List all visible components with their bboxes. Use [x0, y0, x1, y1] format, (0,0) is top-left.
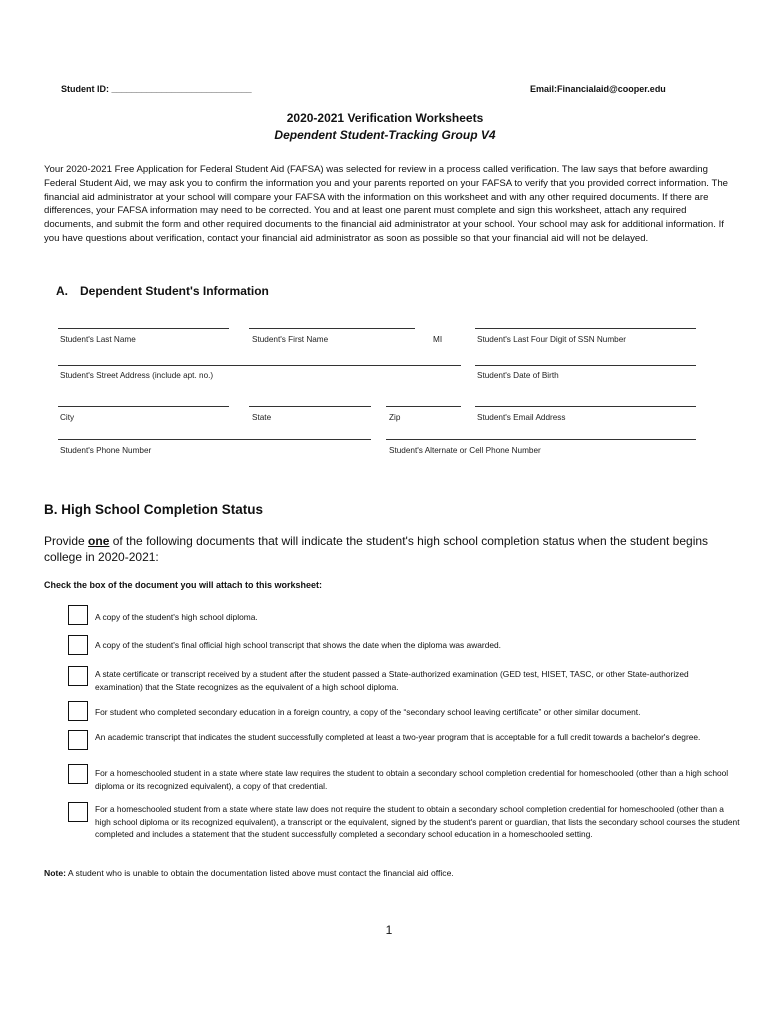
address-label: Student's Street Address (include apt. no.) — [60, 371, 214, 380]
first-name-field[interactable] — [249, 328, 415, 329]
option-text-homeschool-transcript: For a homeschooled student from a state where state law does not require the student to obtain a secondary school completion credential for homeschooled (other than a high school diploma or its recognized equivalent), a transcript or the equivalent, signed by the student's parent or guardian, that lists the secondary school courses the student completed and includes a statement that the student successfully completed a secondary school education in a homeschooled setting. — [95, 804, 740, 840]
option-checkbox-state-certificate[interactable] — [68, 666, 88, 686]
section-b-title: B. High School Completion Status — [44, 502, 263, 517]
option-text-transcript: A copy of the student's final official high school transcript that shows the date when the diploma was awarded. — [95, 640, 502, 650]
option-text-state-certificate: A state certificate or transcript received by a student after the student passed a State-authorized examination (GED test, HISET, TASC, or other State-authorized examination) that the State recognizes as the equivalent of a high school diploma. — [95, 669, 689, 692]
email-contact: Email:Financialaid@cooper.edu — [530, 84, 666, 94]
option-checkbox-transcript[interactable] — [68, 635, 88, 655]
option-text-foreign: For student who completed secondary education in a foreign country, a copy of the “secondary school leaving certificate” or other similar document. — [95, 707, 641, 717]
ssn-field[interactable] — [475, 328, 696, 329]
note — [44, 868, 454, 878]
section-a-title: Dependent Student's Information — [80, 284, 269, 298]
dob-label: Student's Date of Birth — [477, 371, 559, 380]
page-number: 1 — [385, 923, 393, 937]
email-field[interactable] — [475, 406, 696, 407]
zip-label: Zip — [389, 413, 401, 422]
dob-field[interactable] — [475, 365, 696, 366]
provide-instruction — [44, 533, 734, 565]
mi-label: MI — [433, 335, 443, 344]
option-checkbox-homeschool-credential[interactable] — [68, 764, 88, 784]
ssn-label: Student's Last Four Digit of SSN Number — [477, 335, 627, 344]
section-a-heading — [56, 284, 269, 298]
zip-field[interactable] — [386, 406, 461, 407]
alt-phone-label: Student's Alternate or Cell Phone Number — [389, 446, 541, 455]
provide-emphasis: one — [88, 534, 110, 548]
city-field[interactable] — [58, 406, 229, 407]
page-title: 2020-2021 Verification Worksheets — [286, 111, 484, 125]
phone-label: Student's Phone Number — [60, 446, 152, 455]
state-field[interactable] — [249, 406, 371, 407]
option-checkbox-homeschool-transcript[interactable] — [68, 802, 88, 822]
option-text-homeschool-credential: For a homeschooled student in a state where state law requires the student to obtain a secondary school completion credential for homeschooled (other than a high school diploma or its recognized equivalent), a copy of that credential. — [95, 768, 729, 791]
last-name-field[interactable] — [58, 328, 229, 329]
city-label: City — [60, 413, 75, 422]
option-text-diploma: A copy of the student's high school diploma. — [95, 612, 258, 622]
phone-field[interactable] — [58, 439, 371, 440]
provide-suffix: of the following documents that will indicate the student's high school completion status when the student begins college in 2020-2021: — [44, 534, 709, 564]
option-text-academic-transcript: An academic transcript that indicates the student successfully completed at least a two-year program that is acceptable for a full credit towards a bachelor's degree. — [95, 732, 701, 742]
page-subtitle: Dependent Student-Tracking Group V4 — [274, 128, 496, 142]
section-a-letter: A. — [56, 284, 68, 298]
address-field[interactable] — [58, 365, 461, 366]
option-checkbox-diploma[interactable] — [68, 605, 88, 625]
student-id-label: Student ID: ____________________________ — [61, 84, 252, 94]
email-label: Student's Email Address — [477, 413, 566, 422]
check-heading: Check the box of the document you will attach to this worksheet: — [44, 580, 323, 590]
state-label: State — [252, 413, 272, 422]
intro-paragraph: Your 2020-2021 Free Application for Federal Student Aid (FAFSA) was selected for review in a process called verification. The law says that before awarding Federal Student Aid, we may ask you to confirm the information you and your parents reported on your FAFSA to verify that you provided correct information. The financial aid administrator at your school will compare your FAFSA with the information on this worksheet and with any other required documents. If there are differences, your FAFSA information may need to be corrected. You and at least one parent must complete and sign this worksheet, attach any required documents, and submit the form and other required documents to the financial aid administrator at your school. Your school may ask for additional information. If you have questions about verification, contact your financial aid administrator as soon as possible so that your financial aid will not be delayed. — [44, 164, 728, 244]
provide-prefix: Provide — [44, 534, 89, 548]
last-name-label: Student's Last Name — [60, 335, 136, 344]
note-text: A student who is unable to obtain the documentation listed above must contact the financial aid office. — [65, 868, 454, 878]
note-label: Note: — [44, 868, 66, 878]
option-checkbox-foreign[interactable] — [68, 701, 88, 721]
alt-phone-field[interactable] — [386, 439, 696, 440]
first-name-label: Student's First Name — [252, 335, 329, 344]
option-checkbox-academic-transcript[interactable] — [68, 730, 88, 750]
